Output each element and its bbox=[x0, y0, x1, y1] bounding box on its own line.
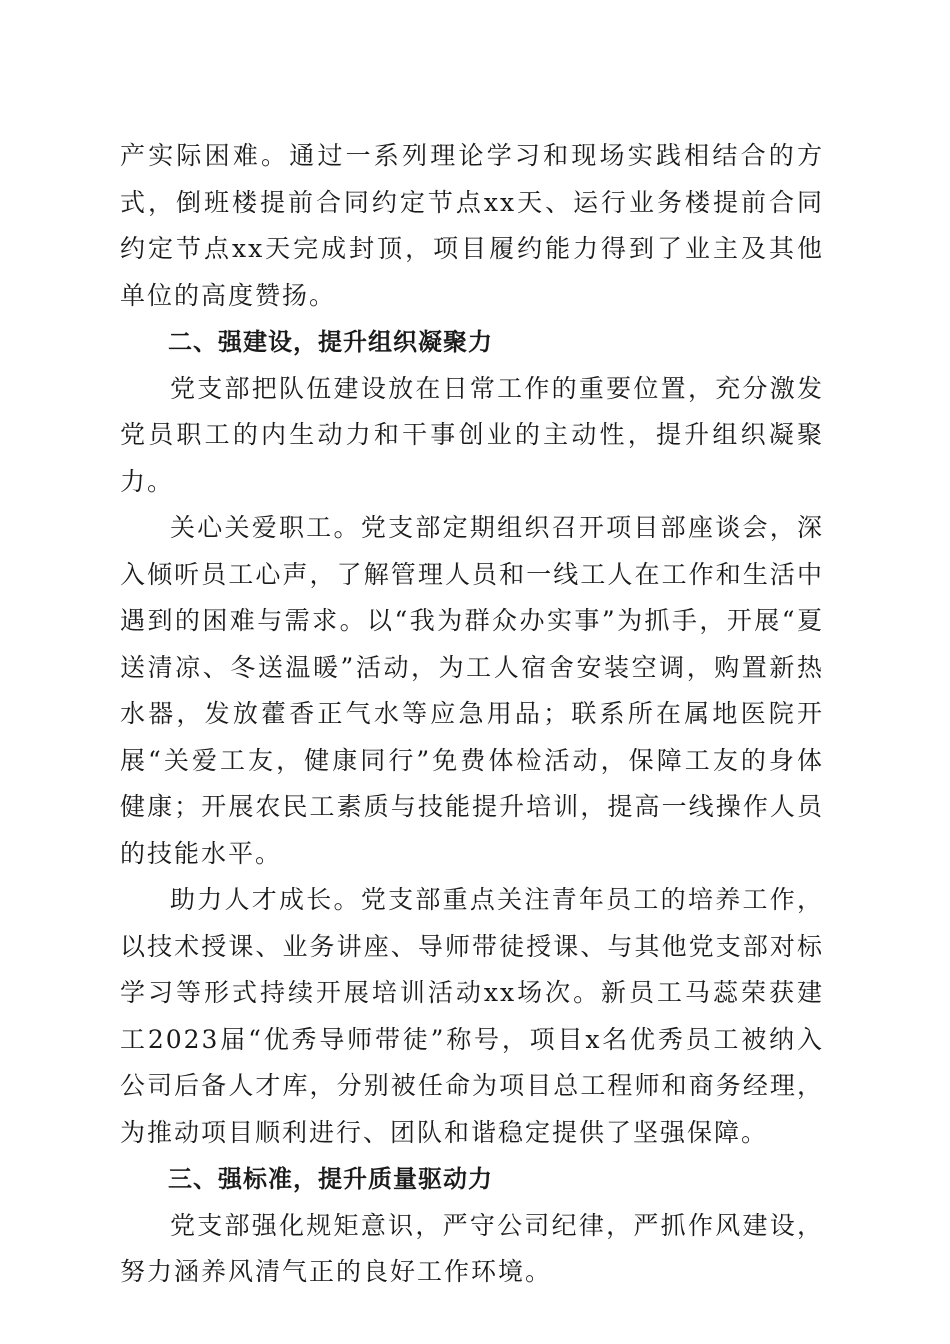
section-heading-3: 三、强标准，提升质量驱动力 bbox=[168, 1165, 493, 1193]
section-heading-2: 二、强建设，提升组织凝聚力 bbox=[168, 328, 493, 356]
paragraph-discipline: 党支部强化规矩意识，严守公司纪律，严抓作风建设，努力涵养风清气正的良好工作环境。 bbox=[120, 1210, 824, 1286]
document-page bbox=[120, 133, 824, 1296]
paragraph-talent-growth: 助力人才成长。党支部重点关注青年员工的培养工作，以技术授课、业务讲座、导师带徒授课、与其他党支部对标学习等形式持续开展培训活动xx场次。新员工马蕊荣获建工2023届“优秀导师带徒”称号，项目x名优秀员工被纳入公司后备人才库，分别被任命为项目总工程师和商务经理，为推动项目顺利进行、团队和谐稳定提供了坚强保障。 bbox=[120, 885, 824, 1147]
paragraph-care-for-workers: 关心关爱职工。党支部定期组织召开项目部座谈会，深入倾听员工心声，了解管理人员和一线工人在工作和生活中遇到的困难与需求。以“我为群众办实事”为抓手，开展“夏送清凉、冬送温暖”活动，为工人宿舍安装空调，购置新热水器，发放藿香正气水等应急用品；联系所在属地医院开展“关爱工友，健康同行”免费体检活动，保障工友的身体健康；开展农民工素质与技能提升培训，提高一线操作人员的技能水平。 bbox=[120, 513, 824, 868]
paragraph-continuation: 产实际困难。通过一系列理论学习和现场实践相结合的方式，倒班楼提前合同约定节点xx天、运行业务楼提前合同约定节点xx天完成封顶，项目履约能力得到了业主及其他单位的高度赞扬。 bbox=[120, 141, 824, 310]
paragraph-team-building: 党支部把队伍建设放在日常工作的重要位置，充分激发党员职工的内生动力和干事创业的主动性，提升组织凝聚力。 bbox=[120, 373, 824, 496]
